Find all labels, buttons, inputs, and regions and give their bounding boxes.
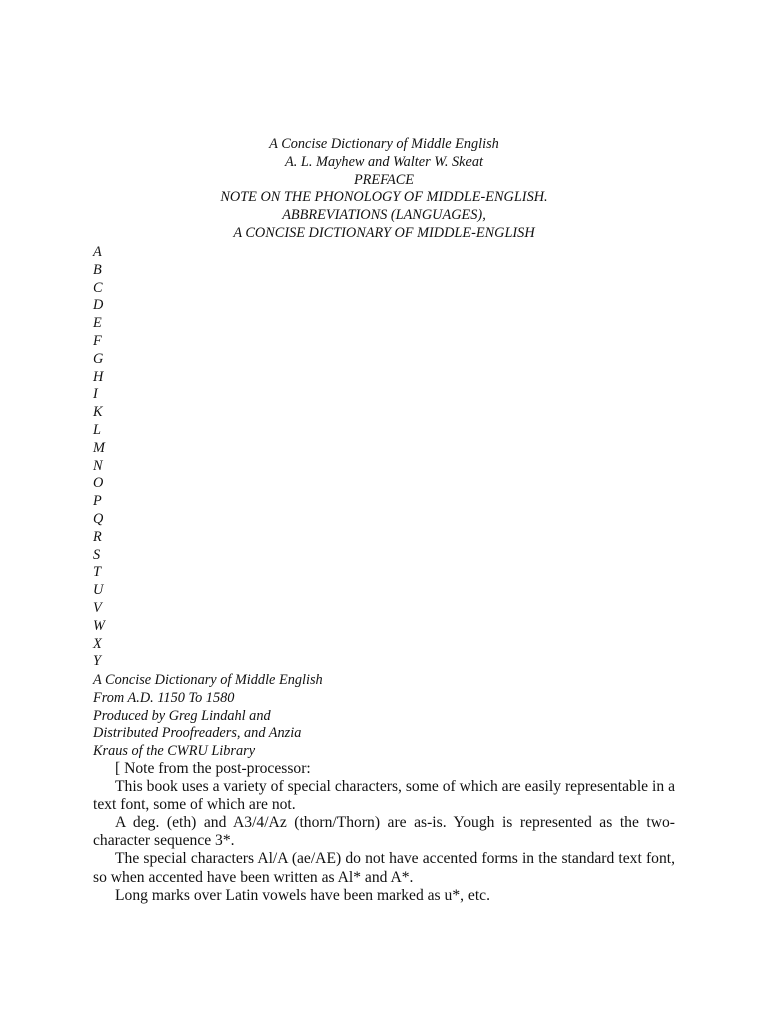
letter-entry: X (93, 635, 102, 652)
letter-entry: L (93, 421, 101, 438)
letter-entry: Y (93, 653, 101, 670)
letter-entry: F (93, 332, 102, 349)
letter-entry: P (93, 493, 102, 510)
colophon-line: Produced by Greg Lindahl and (93, 707, 271, 724)
note-paragraph: Long marks over Latin vowels have been marked as u*, etc. (115, 886, 490, 904)
note-paragraph: [ Note from the post-processor: (115, 760, 311, 777)
letter-entry: B (93, 261, 102, 278)
letter-index (93, 244, 105, 671)
book-authors: A. L. Mayhew and Walter W. Skeat (285, 153, 483, 170)
letter-entry: Q (93, 510, 104, 527)
letter-entry: G (93, 350, 104, 367)
table-of-contents (93, 136, 675, 243)
note-paragraph: A deg. (eth) and A3/4/Az (thorn/Thorn) are as-is. Yough is represented as the two-character sequence 3*. (93, 814, 675, 850)
letter-entry: M (93, 439, 105, 456)
letter-entry: K (93, 404, 103, 421)
letter-entry: D (93, 297, 104, 314)
note-paragraph: This book uses a variety of special characters, some of which are easily representable in a text font, some of which are not. (93, 778, 675, 814)
toc-preface: PREFACE (353, 171, 415, 188)
note-paragraph: The special characters Al/A (ae/AE) do not have accented forms in the standard text font, so when accented have been written as Al* and A*. (93, 850, 675, 886)
toc-dictionary: A CONCISE DICTIONARY OF MIDDLE-ENGLISH (233, 224, 535, 241)
letter-entry: V (93, 599, 102, 616)
letter-entry: S (93, 546, 101, 563)
post-processor-note (93, 760, 675, 905)
letter-entry: U (93, 582, 104, 599)
book-title: A Concise Dictionary of Middle English (269, 136, 499, 152)
toc-abbreviations: ABBREVIATIONS (LANGUAGES), (282, 207, 486, 224)
colophon-line: Kraus of the CWRU Library (93, 743, 256, 760)
colophon-line: From A.D. 1150 To 1580 (93, 689, 235, 706)
colophon (93, 672, 323, 761)
letter-entry: N (93, 457, 103, 474)
letter-entry: I (93, 386, 98, 403)
letter-entry: T (93, 564, 101, 581)
letter-entry: O (93, 475, 104, 492)
letter-entry: E (93, 315, 102, 332)
letter-entry: C (93, 279, 103, 296)
letter-entry: R (93, 528, 102, 545)
toc-phonology-note: NOTE ON THE PHONOLOGY OF MIDDLE-ENGLISH. (220, 189, 548, 206)
letter-entry: W (93, 617, 105, 634)
letter-entry: H (93, 368, 104, 385)
colophon-line: Distributed Proofreaders, and Anzia (93, 725, 302, 742)
letter-entry: A (93, 244, 102, 260)
colophon-line: A Concise Dictionary of Middle English (93, 672, 323, 688)
